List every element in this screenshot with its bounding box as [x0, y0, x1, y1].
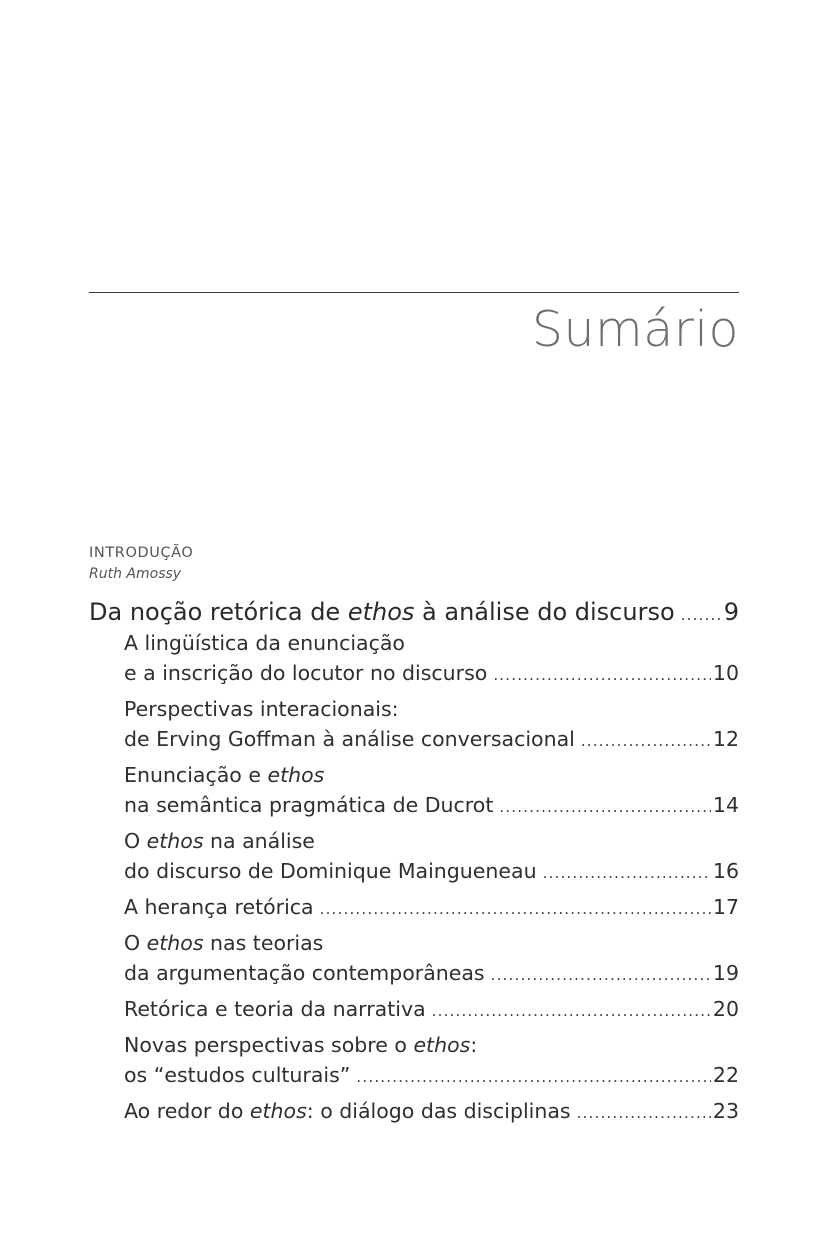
toc-entry-line: e a inscrição do locutor no discurso ..... 10 — [89, 658, 739, 688]
page-number: 16 — [712, 859, 739, 883]
page-number: 10 — [712, 661, 739, 685]
toc-main-text: Da noção retórica de ethos à análise do discurso — [89, 598, 675, 626]
toc-entry-line: da argumentação contemporâneas ..... 19 — [89, 958, 739, 988]
page-number: 14 — [712, 793, 739, 817]
toc-entry[interactable] — [89, 994, 739, 1024]
leader-dots — [356, 1062, 710, 1090]
page-number: 20 — [712, 997, 739, 1021]
toc-entry-line: Ao redor do ethos: o diálogo das disciplinas ..... 23 — [89, 1096, 739, 1126]
toc-entry-line: na semântica pragmática de Ducrot ..... 14 — [89, 790, 739, 820]
toc-entry[interactable] — [89, 694, 739, 754]
leader-dots — [432, 996, 711, 1024]
toc-entry-line: Novas perspectivas sobre o ethos: — [124, 1033, 478, 1057]
section-label: INTRODUÇÃO — [89, 545, 194, 561]
toc-entry-line: Enunciação e ethos — [124, 763, 325, 787]
toc-entry[interactable] — [89, 928, 739, 988]
leader-dots — [499, 792, 711, 820]
toc-entry-line: A lingüística da enunciação — [124, 631, 405, 655]
toc-entry[interactable] — [89, 892, 739, 922]
table-of-contents — [89, 596, 739, 1132]
toc-entry-line: de Erving Goffman à análise conversacional ..... 12 — [89, 724, 739, 754]
leader-dots — [493, 660, 711, 688]
toc-entry-line: os “estudos culturais” ..... 22 — [89, 1060, 739, 1090]
page-number: 12 — [712, 727, 739, 751]
page-number: 23 — [712, 1099, 739, 1123]
leader-dots — [491, 960, 711, 988]
toc-main-entry[interactable] — [89, 596, 739, 628]
page-number: 22 — [712, 1063, 739, 1087]
toc-entry[interactable] — [89, 1096, 739, 1126]
leader-dots — [543, 858, 711, 886]
page-number: 17 — [712, 895, 739, 919]
toc-entry[interactable] — [89, 826, 739, 886]
page-title: Sumário — [531, 301, 739, 358]
leader-dots — [320, 894, 711, 922]
leader-dots — [581, 726, 711, 754]
toc-entry-line: O ethos na análise — [124, 829, 315, 853]
leader-dots — [681, 599, 722, 628]
toc-entry[interactable] — [89, 760, 739, 820]
toc-entry-line: do discurso de Dominique Maingueneau ..... 16 — [89, 856, 739, 886]
toc-entry-line: O ethos nas teorias — [124, 931, 324, 955]
page-number: 9 — [723, 598, 739, 626]
page-number: 19 — [712, 961, 739, 985]
section-author: Ruth Amossy — [89, 566, 182, 582]
toc-entry-line: Perspectivas interacionais: — [124, 697, 399, 721]
toc-entry-line: A herança retórica ..... 17 — [89, 892, 739, 922]
leader-dots — [577, 1098, 711, 1126]
toc-entry[interactable] — [89, 628, 739, 688]
toc-entry-line: Retórica e teoria da narrativa ..... 20 — [89, 994, 739, 1024]
toc-entry[interactable] — [89, 1030, 739, 1090]
